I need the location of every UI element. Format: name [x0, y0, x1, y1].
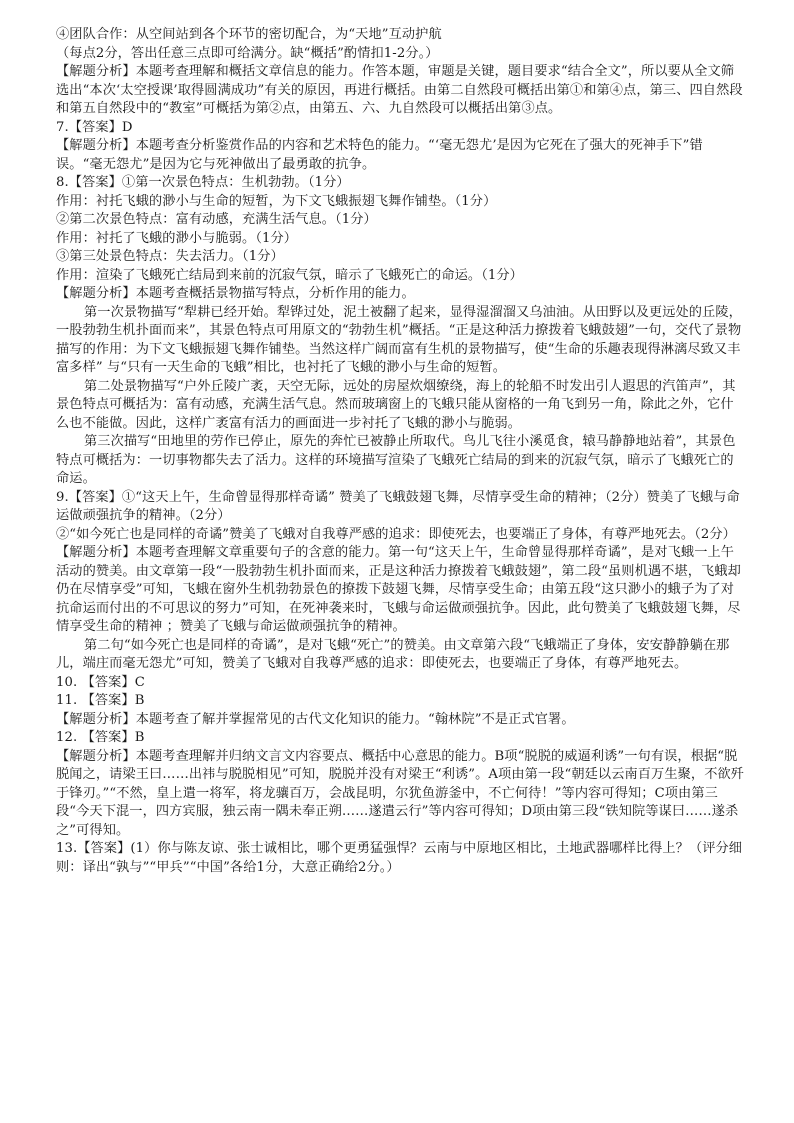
text-line: 【解题分析】本题考查理解和概括文章信息的能力。作答本题，审题是关键，题目要求“结合全文”，所以要从全文筛选出“本次‘太空授课’取得圆满成功”有关的原因，再进行概括。由第二自然段可概括出第①和第④点，第三、四自然段和第五自然段中的“教室”可概括为第②点，由第五、六、九自然段可以概括出第③点。 [56, 64, 743, 116]
text-line: 7.【答案】D [56, 119, 133, 135]
text-line: 【解题分析】本题考查了解并掌握常见的古代文化知识的能力。“翰林院”不是正式官署。 [56, 711, 575, 727]
text-line: 12. 【答案】B [56, 730, 145, 745]
text-paragraph: 第二处景物描写“户外丘陵广袤，天空无际，远处的房屋炊烟缭绕，海上的轮船不时发出引人遐思的汽笛声”，其景色特点可概括为：富有动感，充满生活气息。然而玻璃窗上的飞蛾只能从窗格的一角飞到另一角，除此之外，它什么也不能做。因此，这样广袤富有活力的画面进一步衬托了飞蛾的渺小与脆弱。 [56, 378, 736, 431]
text-line: 作用：衬托飞蛾的渺小与生命的短暂，为下文飞蛾振翅飞舞作铺垫。（1分） [56, 193, 497, 209]
text-paragraph: 第一次景物描写“犁耕已经开始。犁铧过处，泥土被翻了起来，显得湿溜溜又乌油油。从田野以及更远处的丘陵，一股勃勃生机扑面而来”，其景色特点可用原文的“勃勃生机”概括。“正是这种活力撩拨着飞蛾鼓翅”一句，交代了景物描写的作用：为下文飞蛾振翅飞舞作铺垫。当然这样广阔而富有生机的景物描写，使“生命的乐趣表现得淋漓尽致又丰富多样” 与“只有一天生命的飞蛾”相比，也衬托了飞蛾的渺小与生命的短暂。 [56, 304, 742, 375]
text-line: 作用：衬托了飞蛾的渺小与脆弱。（1分） [56, 230, 298, 246]
text-line: 【解题分析】本题考查理解文章重要句子的含意的能力。第一句“这天上午，生命曾显得那样奇谲”，是对飞蛾一上午活动的赞美。由文章第一段“一股勃勃生机扑面而来，正是这种活力撩拨着飞蛾鼓翅”，第二段“虽则机遇不堪，飞蛾却仍在尽情享受”可知，飞蛾在窗外生机勃勃景色的撩拨下鼓翅飞舞，尽情享受生命；由第五段“这只渺小的蛾子为了对抗命运而付出的不可思议的努力”可知，在死神袭来时，飞蛾与命运做顽强抗争。因此，此句赞美了飞蛾鼓翅飞舞，尽情享受生命的精神 ；赞美了飞蛾与命运做顽强抗争的精神。 [56, 545, 741, 634]
text-line: ②“如今死亡也是同样的奇谲”赞美了飞蛾对自我尊严感的追求：即使死去，也要端正了身体，有尊严地死去。（2分） [56, 526, 736, 542]
text-line: ③第三处景色特点：失去活力。（1分） [56, 249, 284, 264]
text-line: 【解题分析】本题考查概括景物描写特点，分析作用的能力。 [56, 286, 415, 301]
text-line: 13.【答案】(1）你与陈友谅、张士诚相比，哪个更勇猛强悍？云南与中原地区相比，土地武器哪样比得上？（评分细则：译出“孰与”“甲兵”“中国”各给1分，大意正确给2分。） [56, 841, 743, 875]
text-paragraph: 第三次描写“田地里的劳作已停止，原先的奔忙已被静止所取代。鸟儿飞往小溪觅食，辕马静静地站着”，其景色特点可概括为：一切事物都失去了活力。这样的环境描写渲染了飞蛾死亡结局的到来的沉寂气氛，暗示了飞蛾死亡的命运。 [56, 434, 736, 486]
answer-document [56, 26, 746, 877]
text-line: 【解题分析】本题考查分析鉴赏作品的内容和艺术特色的能力。“‘毫无怨尤’是因为它死在了强大的死神手下”错误。“毫无怨尤”是因为它与死神做出了最勇敢的抗争。 [56, 138, 703, 172]
text-line: 8.【答案】①第一次景色特点：生机勃勃。（1分） [56, 175, 350, 190]
text-line: ②第二次景色特点：富有动感，充满生活气息。（1分） [56, 212, 377, 227]
text-line: ④团队合作：从空间站到各个环节的密切配合，为“天地”互动护航 [56, 27, 442, 42]
text-line: （每点2分，答出任意三点即可给满分。缺“概括”酌情扣1-2分。） [56, 45, 439, 61]
text-line: 10. 【答案】C [56, 674, 145, 690]
text-line: 【解题分析】本题考查理解并归纳文言文内容要点、概括中心意思的能力。B项“脱脱的威逼利诱”一句有误，根据“脱脱闻之，请梁王曰……出祎与脱脱相见”可知，脱脱并没有对梁王“利诱”。A项由第一段“朝廷以云南百万生聚，不欲歼于锋刃。”“不然，皇上遣一将军，将龙骧百万，会战昆明，尔犹鱼游釜中，不亡何待！”等内容可得知；C项由第三段“今天下混一，四方宾服，独云南一隅未奉正朔……遂遣云行”等内容可得知；D项由第三段“铁知院等谋曰……遂杀之”可得知。 [56, 748, 745, 838]
text-line: 9.【答案】①“这天上午，生命曾显得那样奇谲” 赞美了飞蛾鼓翅飞舞，尽情享受生命的精神；（2分）赞美了飞蛾与命运做顽强抗争的精神。（2分） [56, 489, 740, 523]
text-line: 11. 【答案】B [56, 693, 145, 708]
text-paragraph: 第二句“如今死亡也是同样的奇谲”，是对飞蛾“死亡”的赞美。由文章第六段“飞蛾端正了身体，安安静静躺在那儿，端庄而毫无怨尤”可知，赞美了飞蛾对自我尊严感的追求：即使死去，也要端正了身体，有尊严地死去。 [56, 637, 730, 671]
text-line: 作用：渲染了飞蛾死亡结局到来前的沉寂气氛，暗示了飞蛾死亡的命运。（1分） [56, 267, 523, 283]
